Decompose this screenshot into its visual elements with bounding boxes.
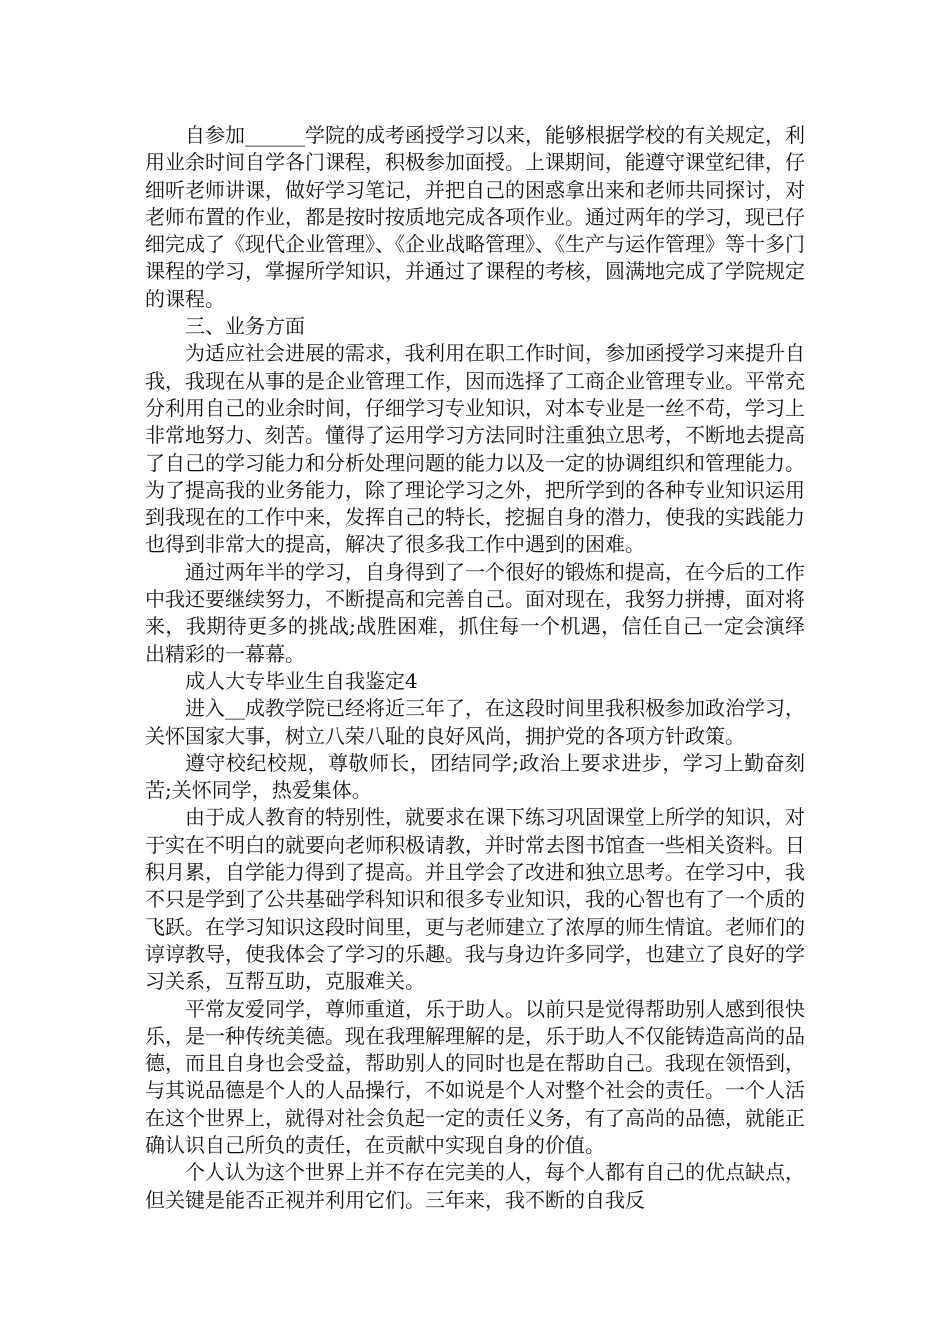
- document-body: [145, 122, 805, 1214]
- paragraph: 为适应社会进展的需求，我利用在职工作时间，参加函授学习来提升自我，我现在从事的是企业管理工作，因而选择了工商企业管理专业。平常充分利用自己的业余时间，仔细学习专业知识，对本专业是一丝不苟，学习上非常地努力、刻苦。懂得了运用学习方法同时注重独立思考，不断地去提高了自己的学习能力和分析处理问题的能力以及一定的协调组织和管理能力。为了提高我的业务能力，除了理论学习之外，把所学到的各种专业知识运用到我现在的工作中来，发挥自己的特长，挖掘自身的潜力，使我的实践能力也得到非常大的提高，解决了很多我工作中遇到的困难。: [145, 341, 805, 557]
- paragraph: 由于成人教育的特别性，就要求在课下练习巩固课堂上所学的知识，对于实在不明白的就要向老师积极请教，并时常去图书馆查一些相关资料。日积月累，自学能力得到了提高。并且学会了改进和独立思考。在学习中，我不只是学到了公共基础学科知识和很多专业知识，我的心智也有了一个质的飞跃。在学习知识这段时间里，更与老师建立了浓厚的师生情谊。老师们的谆谆教导，使我体会了学习的乐趣。我与身边许多同学，也建立了良好的学习关系，互帮互助，克服难关。: [145, 805, 805, 994]
- paragraph: 通过两年半的学习，自身得到了一个很好的锻炼和提高，在今后的工作中我还要继续努力，不断提高和完善自己。面对现在，我努力拼搏，面对将来，我期待更多的挑战;战胜困难，抓住每一个机遇，信任自己一定会演绎出精彩的一幕幕。: [145, 559, 805, 666]
- section-heading: 三、业务方面: [185, 314, 305, 339]
- paragraph: 自参加______学院的成考函授学习以来，能够根据学校的有关规定，利用业余时间自学各门课程，积极参加面授。上课期间，能遵守课堂纪律，仔细听老师讲课，做好学习笔记，并把自己的困惑拿出来和老师共同探讨，对老师布置的作业，都是按时按质地完成各项作业。通过两年的学习，现已仔细完成了《现代企业管理》、《企业战略管理》、《生产与运作管理》等十多门课程的学习，掌握所学知识，并通过了课程的考核，圆满地完成了学院规定的课程。: [145, 123, 805, 311]
- section-heading: 成人大专毕业生自我鉴定4: [185, 668, 418, 693]
- paragraph: 进入__成教学院已经将近三年了，在这段时间里我积极参加政治学习，关怀国家大事，树立八荣八耻的良好风尚，拥护党的各项方针政策。: [145, 696, 805, 748]
- paragraph: 个人认为这个世界上并不存在完美的人，每个人都有自己的优点缺点，但关键是能否正视并利用它们。三年来，我不断的自我反: [145, 1160, 805, 1212]
- paragraph: 遵守校纪校规，尊敬师长，团结同学;政治上要求进步，学习上勤奋刻苦;关怀同学，热爱集体。: [145, 750, 805, 803]
- paragraph: 平常友爱同学，尊师重道，乐于助人。以前只是觉得帮助别人感到很快乐，是一种传统美德。现在我理解理解的是，乐于助人不仅能铸造高尚的品德，而且自身也会受益，帮助别人的同时也是在帮助自己。我现在领悟到，与其说品德是个人的人品操行，不如说是个人对整个社会的责任。一个人活在这个世界上，就得对社会负起一定的责任义务，有了高尚的品德，就能正确认识自己所负的责任，在贡献中实现自身的价值。: [145, 996, 805, 1157]
